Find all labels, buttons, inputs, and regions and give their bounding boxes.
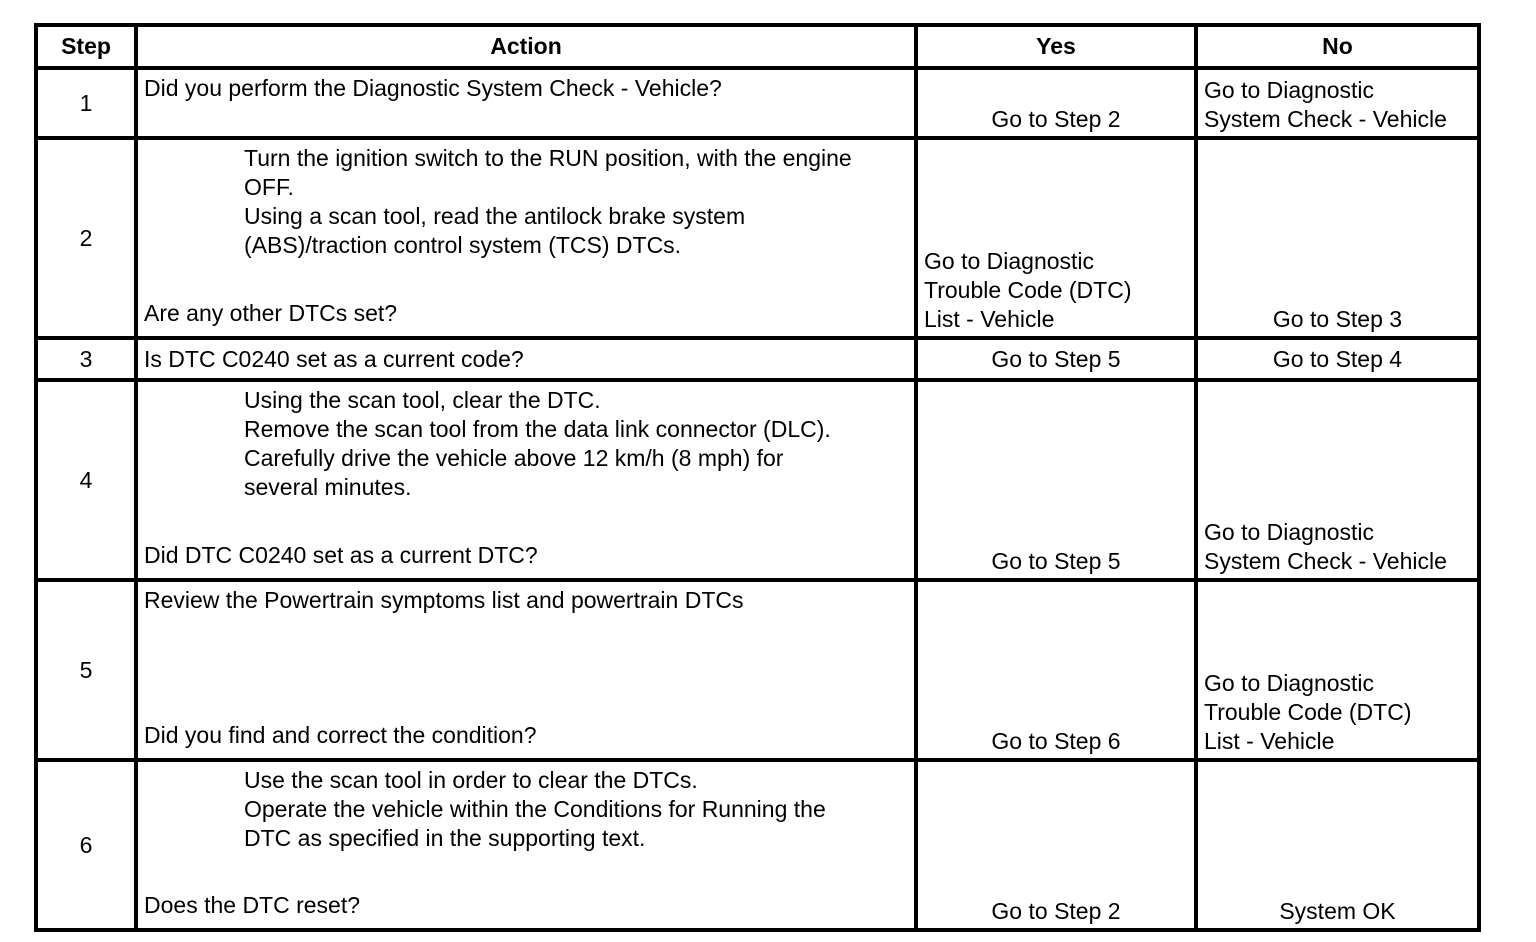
yes-link[interactable]: Go to Step 5: [991, 345, 1121, 372]
action-step-text: Using a scan tool, read the antilock brake system: [244, 203, 746, 229]
action-step-text: OFF.: [244, 174, 294, 200]
yes-cell: [916, 580, 1196, 760]
yes-link[interactable]: Go to Step 2: [991, 106, 1121, 132]
header-yes: Yes: [916, 25, 1196, 68]
table-row: [36, 580, 1479, 760]
table-row: [36, 380, 1479, 580]
no-link[interactable]: Go to Step 3: [1272, 306, 1403, 332]
no-cell: [1196, 138, 1479, 338]
step-number: 4: [36, 380, 136, 580]
action-question: Did DTC C0240 set as a current DTC?: [144, 542, 538, 568]
yes-cell: [916, 380, 1196, 580]
header-row: [36, 25, 1479, 68]
yes-cell: [916, 138, 1196, 338]
header-step: Step: [36, 25, 136, 68]
no-link[interactable]: Go to Diagnostic: [1204, 77, 1375, 103]
yes-link[interactable]: Go to Step 6: [991, 728, 1121, 754]
action-text: Review the Powertrain symptoms list and powertrain DTCs: [144, 587, 744, 613]
yes-cell: [916, 68, 1196, 138]
header-action: Action: [136, 25, 916, 68]
table-row: [36, 760, 1479, 930]
action-step-text: Using the scan tool, clear the DTC.: [244, 387, 601, 413]
step-number: 5: [36, 580, 136, 760]
yes-link[interactable]: List - Vehicle: [924, 306, 1055, 332]
table-row: [36, 338, 1479, 380]
action-cell: [136, 138, 916, 338]
action-step-text: Use the scan tool in order to clear the DTCs.: [244, 767, 698, 793]
action-cell: [136, 68, 916, 138]
action-step-text: Remove the scan tool from the data link connector (DLC).: [244, 416, 831, 442]
yes-link[interactable]: Trouble Code (DTC): [924, 277, 1132, 303]
action-step-text: several minutes.: [244, 474, 412, 500]
table-row: [36, 138, 1479, 338]
no-cell: [1196, 760, 1479, 930]
action-cell: [136, 380, 916, 580]
no-link[interactable]: Go to Diagnostic: [1204, 519, 1375, 545]
no-cell: [1196, 68, 1479, 138]
no-cell: [1196, 338, 1479, 380]
action-step-text: (ABS)/traction control system (TCS) DTCs.: [244, 232, 682, 258]
no-link[interactable]: List - Vehicle: [1204, 728, 1335, 754]
no-link[interactable]: Go to Diagnostic: [1204, 670, 1375, 696]
action-cell: [136, 580, 916, 760]
yes-link[interactable]: Go to Step 5: [991, 548, 1121, 574]
action-question: Did you find and correct the condition?: [144, 722, 537, 748]
no-result: System OK: [1279, 898, 1396, 924]
action-step-text: Carefully drive the vehicle above 12 km/h (8 mph) for: [244, 445, 784, 471]
action-cell: [136, 760, 916, 930]
no-link[interactable]: Trouble Code (DTC): [1204, 699, 1412, 725]
yes-link[interactable]: Go to Step 2: [991, 898, 1121, 924]
step-number: 1: [36, 68, 136, 138]
action-step-text: Operate the vehicle within the Conditions for Running the: [244, 796, 826, 822]
action-step-text: DTC as specified in the supporting text.: [244, 825, 646, 851]
action-step-text: Turn the ignition switch to the RUN position, with the engine: [244, 145, 852, 171]
no-link[interactable]: Go to Step 4: [1272, 345, 1403, 372]
action-question: Does the DTC reset?: [144, 892, 361, 918]
step-number: 3: [36, 338, 136, 380]
table-row: [36, 68, 1479, 138]
step-number: 2: [36, 138, 136, 338]
no-link[interactable]: System Check - Vehicle: [1204, 548, 1447, 574]
action-text: Did you perform the Diagnostic System Check - Vehicle?: [144, 75, 722, 101]
yes-cell: [916, 760, 1196, 930]
diagnostic-table: [34, 23, 1481, 932]
action-question: Are any other DTCs set?: [144, 300, 398, 326]
action-question: Is DTC C0240 set as a current code?: [144, 345, 524, 372]
no-cell: [1196, 580, 1479, 760]
action-cell: [136, 338, 916, 380]
header-no: No: [1196, 25, 1479, 68]
step-number: 6: [36, 760, 136, 930]
yes-cell: [916, 338, 1196, 380]
no-link[interactable]: System Check - Vehicle: [1204, 106, 1447, 132]
yes-link[interactable]: Go to Diagnostic: [924, 248, 1095, 274]
no-cell: [1196, 380, 1479, 580]
